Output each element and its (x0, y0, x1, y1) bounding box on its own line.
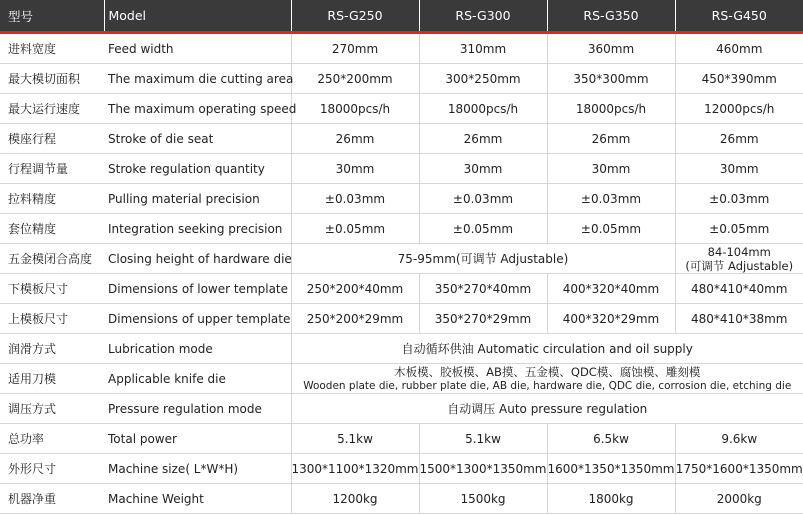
label-cn: 润滑方式 (0, 334, 104, 364)
row-seeking-precision (0, 214, 803, 244)
label-cn: 下模板尺寸 (0, 274, 104, 304)
value-cell: 26mm (291, 124, 419, 154)
label-en: Applicable knife die (104, 364, 291, 394)
label-cn: 上模板尺寸 (0, 304, 104, 334)
header-model-cn: 型号 (0, 0, 104, 33)
label-en: Stroke regulation quantity (104, 154, 291, 184)
value-cell: 1600*1350*1350mm (547, 454, 675, 484)
value-cell: 30mm (291, 154, 419, 184)
label-en: Lubrication mode (104, 334, 291, 364)
value-cell: 30mm (547, 154, 675, 184)
value-cell: 250*200*29mm (291, 304, 419, 334)
label-cn: 调压方式 (0, 394, 104, 424)
label-en: Machine Weight (104, 484, 291, 514)
value-cell: ±0.03mm (419, 184, 547, 214)
value-cell: 1500*1300*1350mm (419, 454, 547, 484)
row-knife-die (0, 364, 803, 394)
row-upper-template (0, 304, 803, 334)
row-stroke-regulation (0, 154, 803, 184)
label-en: Pressure regulation mode (104, 394, 291, 424)
value-cell: 450*390mm (675, 64, 803, 94)
value-cell: 250*200*40mm (291, 274, 419, 304)
value-cell: 18000pcs/h (419, 94, 547, 124)
label-en: Dimensions of upper template (104, 304, 291, 334)
value-cell: 1300*1100*1320mm (291, 454, 419, 484)
label-cn: 模座行程 (0, 124, 104, 154)
label-cn: 总功率 (0, 424, 104, 454)
value-cell: 6.5kw (547, 424, 675, 454)
label-en: Feed width (104, 33, 291, 64)
label-en: The maximum operating speed (104, 94, 291, 124)
value-span-cell: 自动循环供油 Automatic circulation and oil supply (291, 334, 803, 364)
label-cn: 外形尺寸 (0, 454, 104, 484)
value-cell: 480*410*38mm (675, 304, 803, 334)
label-en: Pulling material precision (104, 184, 291, 214)
label-cn: 最大运行速度 (0, 94, 104, 124)
row-machine-weight (0, 484, 803, 514)
value-cell: 460mm (675, 33, 803, 64)
label-en: Total power (104, 424, 291, 454)
value-line: 木板模、胶板模、AB摸、五金模、QDC模、腐蚀模、雕刻模 (394, 364, 701, 379)
header-model-rs-g250: RS-G250 (291, 0, 419, 33)
value-cell: 12000pcs/h (675, 94, 803, 124)
header-model-rs-g450: RS-G450 (675, 0, 803, 33)
label-cn: 适用刀模 (0, 364, 104, 394)
value-cell: ±0.03mm (675, 184, 803, 214)
label-cn: 机器净重 (0, 484, 104, 514)
value-cell: ±0.03mm (291, 184, 419, 214)
value-cell: 360mm (547, 33, 675, 64)
label-cn: 行程调节量 (0, 154, 104, 184)
value-cell: 480*410*40mm (675, 274, 803, 304)
value-cell: 26mm (675, 124, 803, 154)
row-machine-size (0, 454, 803, 484)
label-cn: 拉料精度 (0, 184, 104, 214)
value-cell: 30mm (675, 154, 803, 184)
label-cn: 五金模闭合高度 (0, 244, 104, 274)
value-line: 84-104mm (707, 244, 771, 259)
value-cell: 310mm (419, 33, 547, 64)
header-model-en: Model (104, 0, 291, 33)
value-cell: 2000kg (675, 484, 803, 514)
value-cell: ±0.05mm (419, 214, 547, 244)
value-cell: ±0.03mm (547, 184, 675, 214)
value-cell: ±0.05mm (675, 214, 803, 244)
label-cn: 套位精度 (0, 214, 104, 244)
row-lubrication (0, 334, 803, 364)
header-row (0, 0, 803, 33)
row-max-speed (0, 94, 803, 124)
value-line: (可调节 Adjustable) (685, 258, 794, 273)
label-en: Machine size( L*W*H) (104, 454, 291, 484)
value-cell: 9.6kw (675, 424, 803, 454)
value-cell: 350*300mm (547, 64, 675, 94)
value-span-cell: 自动调压 Auto pressure regulation (291, 394, 803, 424)
row-pulling-precision (0, 184, 803, 214)
label-en: Closing height of hardware die (104, 244, 291, 274)
row-pressure-regulation (0, 394, 803, 424)
row-feed-width (0, 33, 803, 64)
value-cell: 5.1kw (419, 424, 547, 454)
value-cell: 26mm (547, 124, 675, 154)
label-cn: 最大模切面积 (0, 64, 104, 94)
value-line: Wooden plate die, rubber plate die, AB die, hardware die, QDC die, corrosion die, etching die (303, 379, 792, 392)
value-cell: 5.1kw (291, 424, 419, 454)
label-en: Stroke of die seat (104, 124, 291, 154)
label-en: Integration seeking precision (104, 214, 291, 244)
value-cell: 300*250mm (419, 64, 547, 94)
row-lower-template (0, 274, 803, 304)
value-cell: 400*320*29mm (547, 304, 675, 334)
value-cell: 400*320*40mm (547, 274, 675, 304)
value-cell: ±0.05mm (291, 214, 419, 244)
value-cell: ±0.05mm (547, 214, 675, 244)
header-model-rs-g350: RS-G350 (547, 0, 675, 33)
row-closing-height (0, 244, 803, 274)
value-cell: 1750*1600*1350mm (675, 454, 803, 484)
value-cell: 1200kg (291, 484, 419, 514)
label-en: The maximum die cutting area (104, 64, 291, 94)
value-cell: 18000pcs/h (291, 94, 419, 124)
value-cell: 1500kg (419, 484, 547, 514)
row-total-power (0, 424, 803, 454)
value-cell: 1800kg (547, 484, 675, 514)
value-span-cell: 75-95mm(可调节 Adjustable) (291, 244, 675, 274)
row-max-cut-area (0, 64, 803, 94)
value-span-cell (291, 364, 803, 394)
label-cn: 进料宽度 (0, 33, 104, 64)
value-cell-two-line (675, 244, 803, 274)
value-cell: 30mm (419, 154, 547, 184)
row-stroke-seat (0, 124, 803, 154)
value-cell: 18000pcs/h (547, 94, 675, 124)
value-cell: 26mm (419, 124, 547, 154)
header-model-rs-g300: RS-G300 (419, 0, 547, 33)
label-en: Dimensions of lower template (104, 274, 291, 304)
value-cell: 250*200mm (291, 64, 419, 94)
value-cell: 350*270*29mm (419, 304, 547, 334)
value-cell: 350*270*40mm (419, 274, 547, 304)
value-cell: 270mm (291, 33, 419, 64)
